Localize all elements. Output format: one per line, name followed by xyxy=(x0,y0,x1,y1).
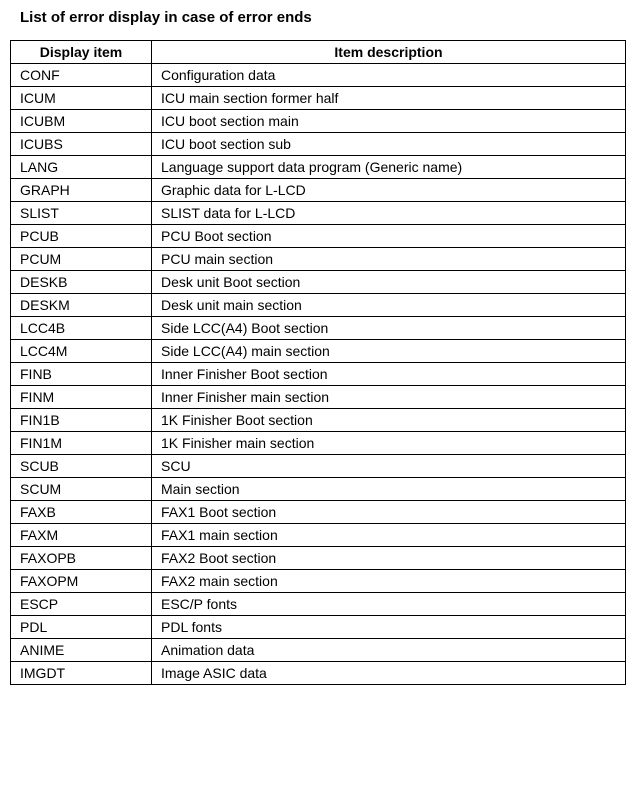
cell-display-item: FIN1B xyxy=(11,409,152,432)
table-row xyxy=(11,593,626,616)
table-row xyxy=(11,662,626,685)
cell-display-item: LANG xyxy=(11,156,152,179)
cell-item-description: SCU xyxy=(152,455,626,478)
cell-display-item: SCUM xyxy=(11,478,152,501)
table-row xyxy=(11,501,626,524)
cell-item-description: Image ASIC data xyxy=(152,662,626,685)
table-row xyxy=(11,202,626,225)
table-row xyxy=(11,570,626,593)
cell-item-description: Desk unit main section xyxy=(152,294,626,317)
cell-display-item: LCC4B xyxy=(11,317,152,340)
cell-item-description: 1K Finisher Boot section xyxy=(152,409,626,432)
cell-display-item: DESKB xyxy=(11,271,152,294)
cell-display-item: DESKM xyxy=(11,294,152,317)
cell-display-item: LCC4M xyxy=(11,340,152,363)
cell-display-item: GRAPH xyxy=(11,179,152,202)
cell-item-description: Inner Finisher Boot section xyxy=(152,363,626,386)
cell-item-description: Language support data program (Generic name) xyxy=(152,156,626,179)
cell-display-item: FINM xyxy=(11,386,152,409)
table-row xyxy=(11,409,626,432)
cell-display-item: ANIME xyxy=(11,639,152,662)
document-title-tail: s xyxy=(303,9,312,26)
cell-display-item: ICUBS xyxy=(11,133,152,156)
cell-display-item: FINB xyxy=(11,363,152,386)
table-row xyxy=(11,271,626,294)
cell-item-description: Configuration data xyxy=(152,64,626,87)
table-body xyxy=(11,64,626,685)
document-title xyxy=(20,8,312,28)
table-row xyxy=(11,225,626,248)
table-row xyxy=(11,156,626,179)
cell-item-description: SLIST data for L-LCD xyxy=(152,202,626,225)
cell-display-item: SLIST xyxy=(11,202,152,225)
cell-item-description: PCU main section xyxy=(152,248,626,271)
table-row xyxy=(11,340,626,363)
error-display-table xyxy=(10,40,626,685)
cell-display-item: FAXOPB xyxy=(11,547,152,570)
cell-item-description: ICU boot section sub xyxy=(152,133,626,156)
cell-display-item: FAXB xyxy=(11,501,152,524)
cell-display-item: PCUM xyxy=(11,248,152,271)
cell-item-description: 1K Finisher main section xyxy=(152,432,626,455)
cell-item-description: FAX1 main section xyxy=(152,524,626,547)
cell-item-description: FAX2 main section xyxy=(152,570,626,593)
table-row xyxy=(11,64,626,87)
cell-item-description: ICU boot section main xyxy=(152,110,626,133)
table-row xyxy=(11,524,626,547)
header-display-item: Display item xyxy=(11,41,152,64)
table-row xyxy=(11,294,626,317)
cell-item-description: FAX1 Boot section xyxy=(152,501,626,524)
table-row xyxy=(11,317,626,340)
table-row xyxy=(11,478,626,501)
cell-item-description: PCU Boot section xyxy=(152,225,626,248)
cell-display-item: PDL xyxy=(11,616,152,639)
cell-display-item: FAXOPM xyxy=(11,570,152,593)
cell-display-item: ICUBM xyxy=(11,110,152,133)
table-row xyxy=(11,110,626,133)
cell-display-item: ICUM xyxy=(11,87,152,110)
header-item-description: Item description xyxy=(152,41,626,64)
cell-display-item: PCUB xyxy=(11,225,152,248)
cell-display-item: SCUB xyxy=(11,455,152,478)
cell-display-item: IMGDT xyxy=(11,662,152,685)
cell-display-item: FIN1M xyxy=(11,432,152,455)
document-title-text: List of error display in case of error end xyxy=(20,9,304,26)
table-row xyxy=(11,432,626,455)
cell-item-description: Desk unit Boot section xyxy=(152,271,626,294)
cell-item-description: Inner Finisher main section xyxy=(152,386,626,409)
table-row xyxy=(11,133,626,156)
table-row xyxy=(11,639,626,662)
cell-display-item: CONF xyxy=(11,64,152,87)
cell-item-description: ESC/P fonts xyxy=(152,593,626,616)
table-row xyxy=(11,547,626,570)
table-row xyxy=(11,616,626,639)
table-header xyxy=(11,41,626,64)
table-row xyxy=(11,386,626,409)
table-header-row xyxy=(11,41,626,64)
cell-item-description: PDL fonts xyxy=(152,616,626,639)
table-row xyxy=(11,363,626,386)
cell-item-description: Side LCC(A4) Boot section xyxy=(152,317,626,340)
table-row xyxy=(11,179,626,202)
table-row xyxy=(11,248,626,271)
cell-item-description: Graphic data for L-LCD xyxy=(152,179,626,202)
cell-item-description: FAX2 Boot section xyxy=(152,547,626,570)
cell-item-description: Side LCC(A4) main section xyxy=(152,340,626,363)
cell-item-description: Main section xyxy=(152,478,626,501)
table-row xyxy=(11,87,626,110)
cell-display-item: ESCP xyxy=(11,593,152,616)
cell-display-item: FAXM xyxy=(11,524,152,547)
table-row xyxy=(11,455,626,478)
cell-item-description: ICU main section former half xyxy=(152,87,626,110)
cell-item-description: Animation data xyxy=(152,639,626,662)
